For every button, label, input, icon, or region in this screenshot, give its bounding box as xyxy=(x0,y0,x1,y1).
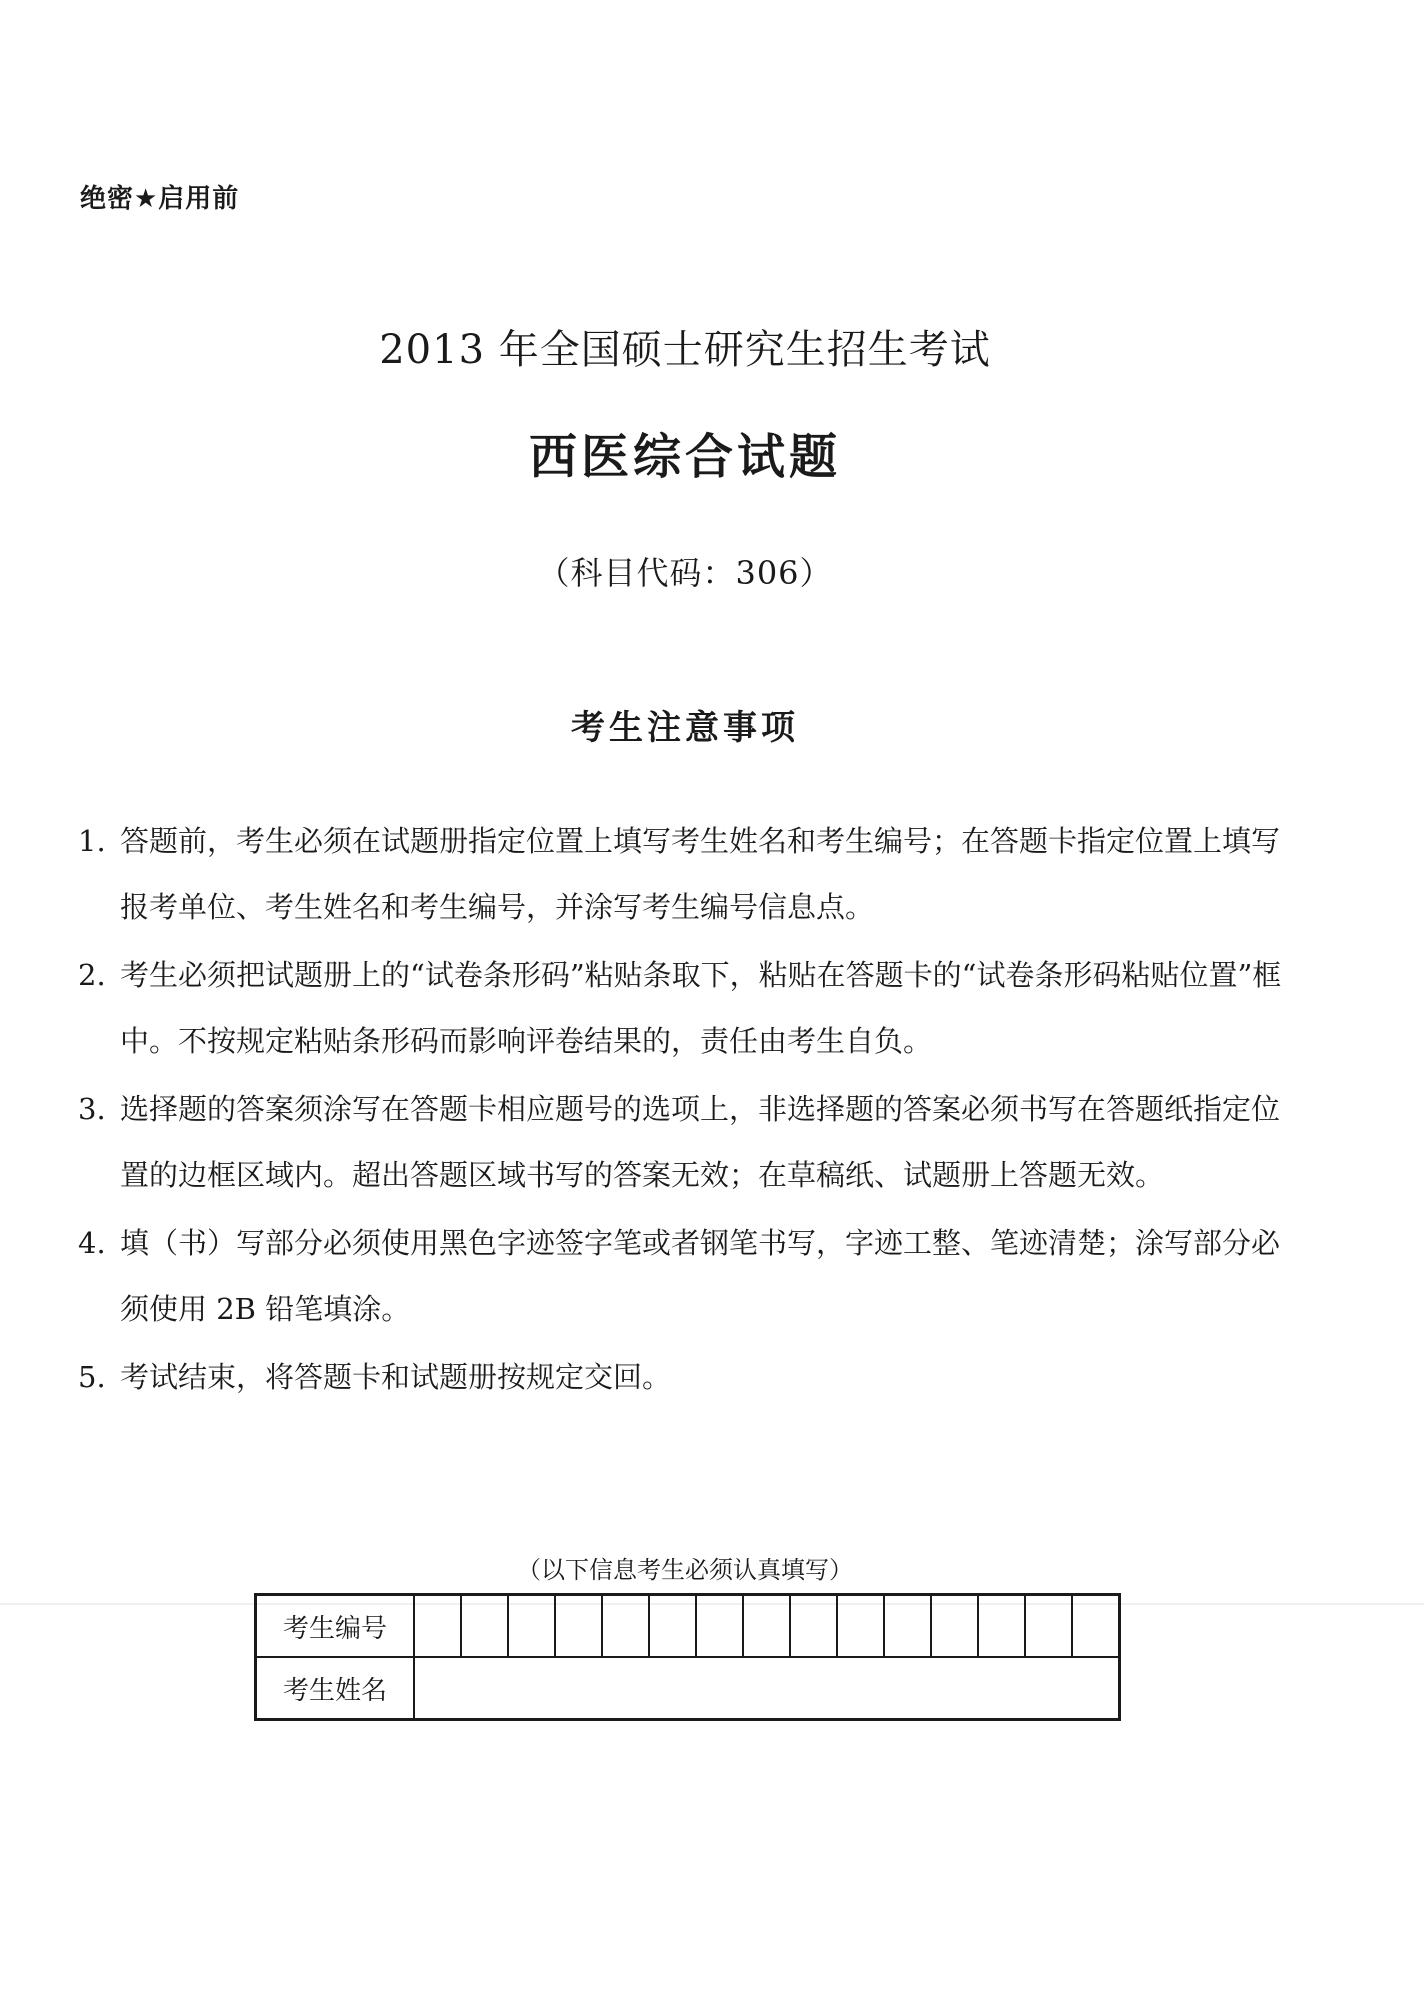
note-number: 4. xyxy=(78,1226,106,1260)
candidate-number-digit-box[interactable] xyxy=(837,1595,884,1658)
notes-list xyxy=(78,808,1300,1412)
note-number: 2. xyxy=(78,958,106,992)
candidate-number-digit-box[interactable] xyxy=(790,1595,837,1658)
candidate-number-digit-box[interactable] xyxy=(1025,1595,1072,1658)
candidate-number-label: 考生编号 xyxy=(256,1595,415,1658)
candidate-number-digit-box[interactable] xyxy=(555,1595,602,1658)
candidate-number-digit-box[interactable] xyxy=(931,1595,978,1658)
note-item xyxy=(78,942,1300,1074)
note-item xyxy=(78,1076,1300,1208)
candidate-number-digit-box[interactable] xyxy=(602,1595,649,1658)
confidential-mark: 绝密★启用前 xyxy=(80,184,240,214)
candidate-name-row xyxy=(256,1657,1120,1720)
form-caption: （以下信息考生必须认真填写） xyxy=(517,1556,853,1584)
subject-code: （科目代码：306） xyxy=(537,554,833,592)
candidate-number-digit-box[interactable] xyxy=(696,1595,743,1658)
note-item xyxy=(78,808,1300,940)
candidate-number-digit-box[interactable] xyxy=(743,1595,790,1658)
candidate-info-table xyxy=(254,1593,1121,1721)
candidate-number-digit-box[interactable] xyxy=(649,1595,696,1658)
note-text: 答题前，考生必须在试题册指定位置上填写考生姓名和考生编号；在答题卡指定位置上填写报考单位、考生姓名和考生编号，并涂写考生编号信息点。 xyxy=(120,824,1281,924)
candidate-number-digit-box[interactable] xyxy=(461,1595,508,1658)
note-number: 5. xyxy=(78,1360,106,1394)
candidate-number-digit-box[interactable] xyxy=(414,1595,461,1658)
note-text: 考试结束，将答题卡和试题册按规定交回。 xyxy=(120,1360,672,1394)
candidate-number-digit-box[interactable] xyxy=(1072,1595,1120,1658)
note-number: 3. xyxy=(78,1092,106,1126)
candidate-number-digit-box[interactable] xyxy=(978,1595,1025,1658)
exam-title: 2013 年全国硕士研究生招生考试 xyxy=(379,327,991,373)
candidate-name-label: 考生姓名 xyxy=(256,1657,415,1720)
note-item xyxy=(78,1210,1300,1342)
candidate-number-row xyxy=(256,1595,1120,1658)
candidate-number-digit-box[interactable] xyxy=(508,1595,555,1658)
note-text: 选择题的答案须涂写在答题卡相应题号的选项上，非选择题的答案必须书写在答题纸指定位置的边框区域内。超出答题区域书写的答案无效；在草稿纸、试题册上答题无效。 xyxy=(120,1092,1281,1192)
note-number: 1. xyxy=(78,824,106,858)
note-item xyxy=(78,1344,1300,1410)
note-text: 填（书）写部分必须使用黑色字迹签字笔或者钢笔书写，字迹工整、笔迹清楚；涂写部分必须使用 2B 铅笔填涂。 xyxy=(120,1226,1281,1326)
note-text: 考生必须把试题册上的“试卷条形码”粘贴条取下，粘贴在答题卡的“试卷条形码粘贴位置”框中。不按规定粘贴条形码而影响评卷结果的，责任由考生自负。 xyxy=(120,958,1282,1058)
candidate-name-field[interactable] xyxy=(414,1657,1120,1720)
paper-title: 西医综合试题 xyxy=(528,429,841,485)
candidate-number-digit-box[interactable] xyxy=(884,1595,931,1658)
notes-heading: 考生注意事项 xyxy=(571,708,799,748)
